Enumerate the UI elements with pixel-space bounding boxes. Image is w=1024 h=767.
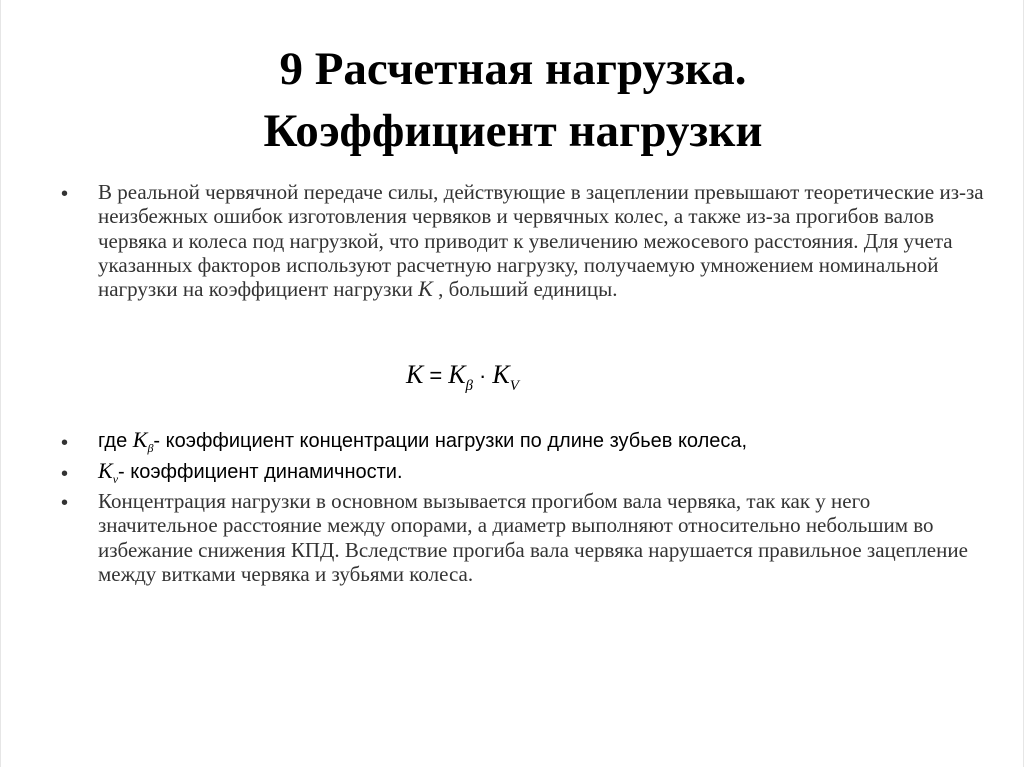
k-beta-text: - коэффициент концентрации нагрузки по длине зубьев колеса, [153, 430, 748, 452]
bullet-marker: • [61, 432, 69, 454]
bullet-marker: • [61, 183, 69, 205]
formula [406, 360, 519, 395]
title-line-2: Коэффициент нагрузки [263, 105, 763, 157]
k-beta-subscript: β [147, 441, 154, 455]
concentration-text: Концентрация нагрузки в основном вызывается прогибом вала червяка, так как у него значительное расстояние между опорами, а диаметр выполняют относительно небольшим во избежание снижения КПД. Вследствие прогиба вала червяка нарушается правильное зацепление между витками червяка и зубьями колеса. [98, 489, 968, 586]
formula-k-beta: K [448, 360, 466, 389]
k-v-text: - коэффициент динамичности. [118, 461, 403, 483]
formula-lhs: K [406, 360, 424, 389]
k-beta-definition [98, 428, 978, 460]
title-line-1: 9 Расчетная нагрузка. [279, 43, 747, 95]
formula-equals: = [429, 363, 443, 388]
intro-text: В реальной червячной передаче силы, действующие в зацеплении превышают теоретические из-за неизбежных ошибок изготовления червяков и червячных колес, а также из-за прогибов валов червяка и колеса под нагрузкой, что приводит к увеличению межосевого расстояния. Для учета указанных факторов используют расчетную нагрузку, получаемую умножением номинальной нагрузки на коэффициент нагрузки [98, 180, 984, 302]
concentration-paragraph [98, 489, 968, 586]
k-v-symbol: K [98, 458, 113, 483]
bullet-marker: • [61, 492, 69, 514]
formula-dot: · [479, 363, 487, 388]
k-v-definition [98, 459, 978, 491]
k-symbol: K [418, 276, 433, 302]
k-v-subscript: v [112, 472, 119, 486]
k-beta-prefix: где [98, 430, 133, 452]
slide-title [1, 38, 1024, 162]
intro-paragraph [98, 180, 988, 301]
intro-text-end: , больший единицы. [432, 277, 618, 302]
bullet-marker: • [61, 463, 69, 485]
formula-k-beta-sub: β [465, 378, 474, 394]
formula-k-v: K [492, 360, 510, 389]
k-beta-symbol: K [132, 427, 148, 452]
formula-k-v-sub: V [509, 378, 519, 394]
